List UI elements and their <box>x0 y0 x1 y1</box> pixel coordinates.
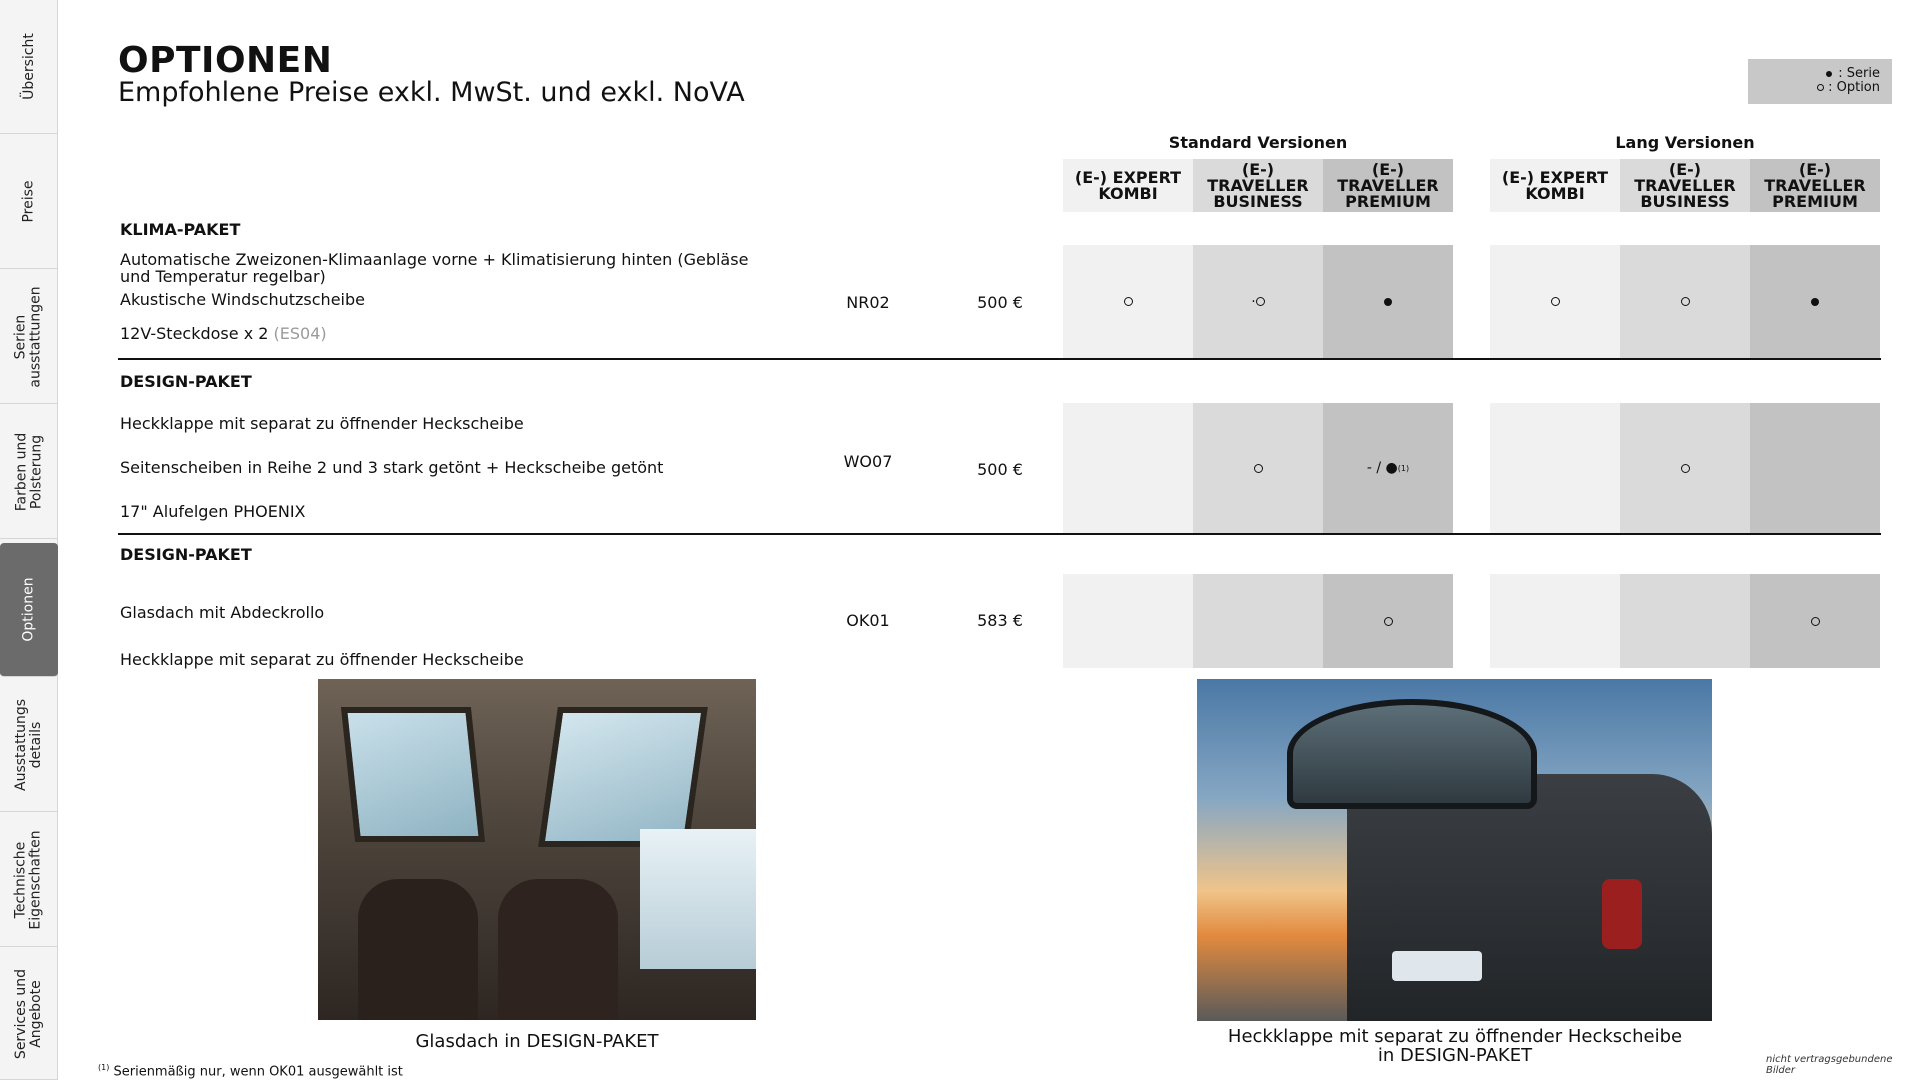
page-title: OPTIONEN <box>118 40 333 81</box>
option-line: Heckklappe mit separat zu öffnender Heckscheibe <box>120 414 524 433</box>
option-line-text: 12V-Steckdose x 2 <box>120 324 269 343</box>
cell-s2-lang-expert <box>1490 403 1620 533</box>
empty-dot-icon <box>1256 297 1265 306</box>
sidebar-item-label: Technische Eigenschaften <box>13 829 44 930</box>
glass-roof-photo <box>318 679 756 1020</box>
caption-line: in DESIGN-PAKET <box>1377 1045 1533 1066</box>
van-tailgate <box>1287 699 1537 809</box>
legend-serie <box>1748 67 1880 81</box>
tailgate-photo-caption <box>1150 1027 1760 1065</box>
sidebar-item-label: Services und Angebote <box>13 968 44 1059</box>
empty-dot-icon <box>1681 297 1690 306</box>
legend-option-label: : Option <box>1828 80 1880 95</box>
cell-s1-lang-business <box>1620 245 1750 358</box>
colhead-standard-business: (E-) TRAVELLER BUSINESS <box>1193 159 1323 212</box>
van-body <box>1347 774 1712 1021</box>
option-price: 500 € <box>977 293 1023 312</box>
option-line: Akustische Windschutzscheibe <box>120 290 365 309</box>
cell-s1-std-premium <box>1323 245 1453 358</box>
section-divider <box>118 358 1881 360</box>
section-divider <box>118 533 1881 535</box>
sidebar-item-uebersicht[interactable] <box>0 0 58 134</box>
option-code: WO07 <box>843 452 893 471</box>
van-plate <box>1392 951 1482 981</box>
cell-mixed-value: - / ● <box>1366 460 1398 476</box>
cell-s3-lang-premium <box>1750 574 1880 668</box>
caption-line: Heckklappe mit separat zu öffnender Heckscheibe <box>1227 1026 1683 1047</box>
cell-s3-lang-business <box>1620 574 1750 668</box>
sidebar-item-technische[interactable] <box>0 813 58 947</box>
cell-s2-lang-business <box>1620 403 1750 533</box>
sidebar-item-preise[interactable] <box>0 135 58 269</box>
colhead-lang-business: (E-) TRAVELLER BUSINESS <box>1620 159 1750 212</box>
option-price: 500 € <box>977 460 1023 479</box>
option-price: 583 € <box>977 611 1023 630</box>
lang-versions-title: Lang Versionen <box>1615 133 1755 152</box>
empty-dot-icon <box>1254 464 1263 473</box>
empty-dot-icon <box>1551 297 1560 306</box>
option-line: Glasdach mit Abdeckrollo <box>120 603 325 622</box>
sidebar-nav <box>0 0 58 1080</box>
seat-shape <box>358 879 478 1020</box>
tailgate-photo <box>1197 679 1712 1021</box>
footnote <box>98 1063 403 1079</box>
option-code: OK01 <box>846 611 890 630</box>
roof-photo-caption: Glasdach in DESIGN-PAKET <box>415 1031 659 1052</box>
cell-s1-lang-expert <box>1490 245 1620 358</box>
empty-dot-icon <box>1811 617 1820 626</box>
colhead-standard-premium: (E-) TRAVELLER PREMIUM <box>1323 159 1453 212</box>
legend-serie-label: : Serie <box>1838 66 1880 81</box>
page-subtitle: Empfohlene Preise exkl. MwSt. und exkl. NoVA <box>118 77 745 108</box>
colhead-lang-expert: (E-) EXPERT KOMBI <box>1490 159 1620 212</box>
sidebar-item-services[interactable] <box>0 948 58 1080</box>
filled-dot-icon <box>1811 298 1819 306</box>
footnote-ref: (1) <box>1397 463 1410 473</box>
empty-dot-icon <box>1384 617 1393 626</box>
image-disclaimer: nicht vertragsgebundene Bilder <box>1766 1054 1893 1076</box>
option-line-with-code <box>120 325 327 342</box>
section-title-design-2: DESIGN-PAKET <box>120 545 252 564</box>
sidebar-item-label: Preise <box>20 180 37 223</box>
sidebar-item-label: Optionen <box>20 577 37 642</box>
cell-s2-std-expert <box>1063 403 1193 533</box>
filled-dot-icon <box>1826 71 1832 77</box>
option-line: Heckklappe mit separat zu öffnender Heckscheibe <box>120 650 524 669</box>
cell-s3-std-expert <box>1063 574 1193 668</box>
standard-versions-title: Standard Versionen <box>1168 133 1348 152</box>
option-line-muted-code: (ES04) <box>273 324 327 343</box>
cell-s1-std-business: · <box>1193 245 1323 358</box>
sidebar-item-label: Serien ausstattungen <box>13 285 44 388</box>
option-line: Automatische Zweizonen-Klimaanlage vorne + Klimatisierung hinten (Gebläse und Temperatur regelbar) <box>120 250 749 286</box>
cell-s3-lang-expert <box>1490 574 1620 668</box>
cell-s3-std-premium <box>1323 574 1453 668</box>
empty-dot-icon <box>1681 464 1690 473</box>
side-window <box>640 829 756 969</box>
cell-s3-std-business <box>1193 574 1323 668</box>
section-title-klima: KLIMA-PAKET <box>120 220 241 239</box>
seat-shape <box>498 879 618 1020</box>
legend-option <box>1748 81 1880 95</box>
van-taillight <box>1602 879 1642 949</box>
roof-glass-panel <box>341 707 485 842</box>
cell-s2-std-business <box>1193 403 1323 533</box>
empty-dot-icon <box>1124 297 1133 306</box>
legend-box <box>1748 59 1892 104</box>
section-title-design-1: DESIGN-PAKET <box>120 372 252 391</box>
roof-glass-panel <box>538 707 708 847</box>
option-code: NR02 <box>846 293 890 312</box>
sidebar-item-farben[interactable] <box>0 405 58 539</box>
option-line: 17" Alufelgen PHOENIX <box>120 502 306 521</box>
cell-s1-std-expert <box>1063 245 1193 358</box>
sidebar-item-serienausstattungen[interactable] <box>0 270 58 404</box>
colhead-lang-premium: (E-) TRAVELLER PREMIUM <box>1750 159 1880 212</box>
cell-s2-std-premium <box>1323 403 1453 533</box>
cell-s2-lang-premium <box>1750 403 1880 533</box>
option-line: Seitenscheiben in Reihe 2 und 3 stark getönt + Heckscheibe getönt <box>120 458 664 477</box>
sidebar-item-label: Ausstattungs details <box>13 698 45 791</box>
sidebar-item-label: Übersicht <box>20 33 37 100</box>
sidebar-item-ausstattungsdetails[interactable] <box>0 678 58 812</box>
cell-s1-lang-premium <box>1750 245 1880 358</box>
sidebar-item-optionen[interactable] <box>0 543 58 677</box>
sidebar-item-label: Farben und Polsterung <box>13 432 44 511</box>
footnote-text: Serienmäßig nur, wenn OK01 ausgewählt ist <box>113 1064 403 1080</box>
footnote-sup: (1) <box>98 1063 110 1072</box>
empty-dot-icon <box>1817 84 1824 91</box>
filled-dot-icon <box>1384 298 1392 306</box>
colhead-standard-expert: (E-) EXPERT KOMBI <box>1063 159 1193 212</box>
